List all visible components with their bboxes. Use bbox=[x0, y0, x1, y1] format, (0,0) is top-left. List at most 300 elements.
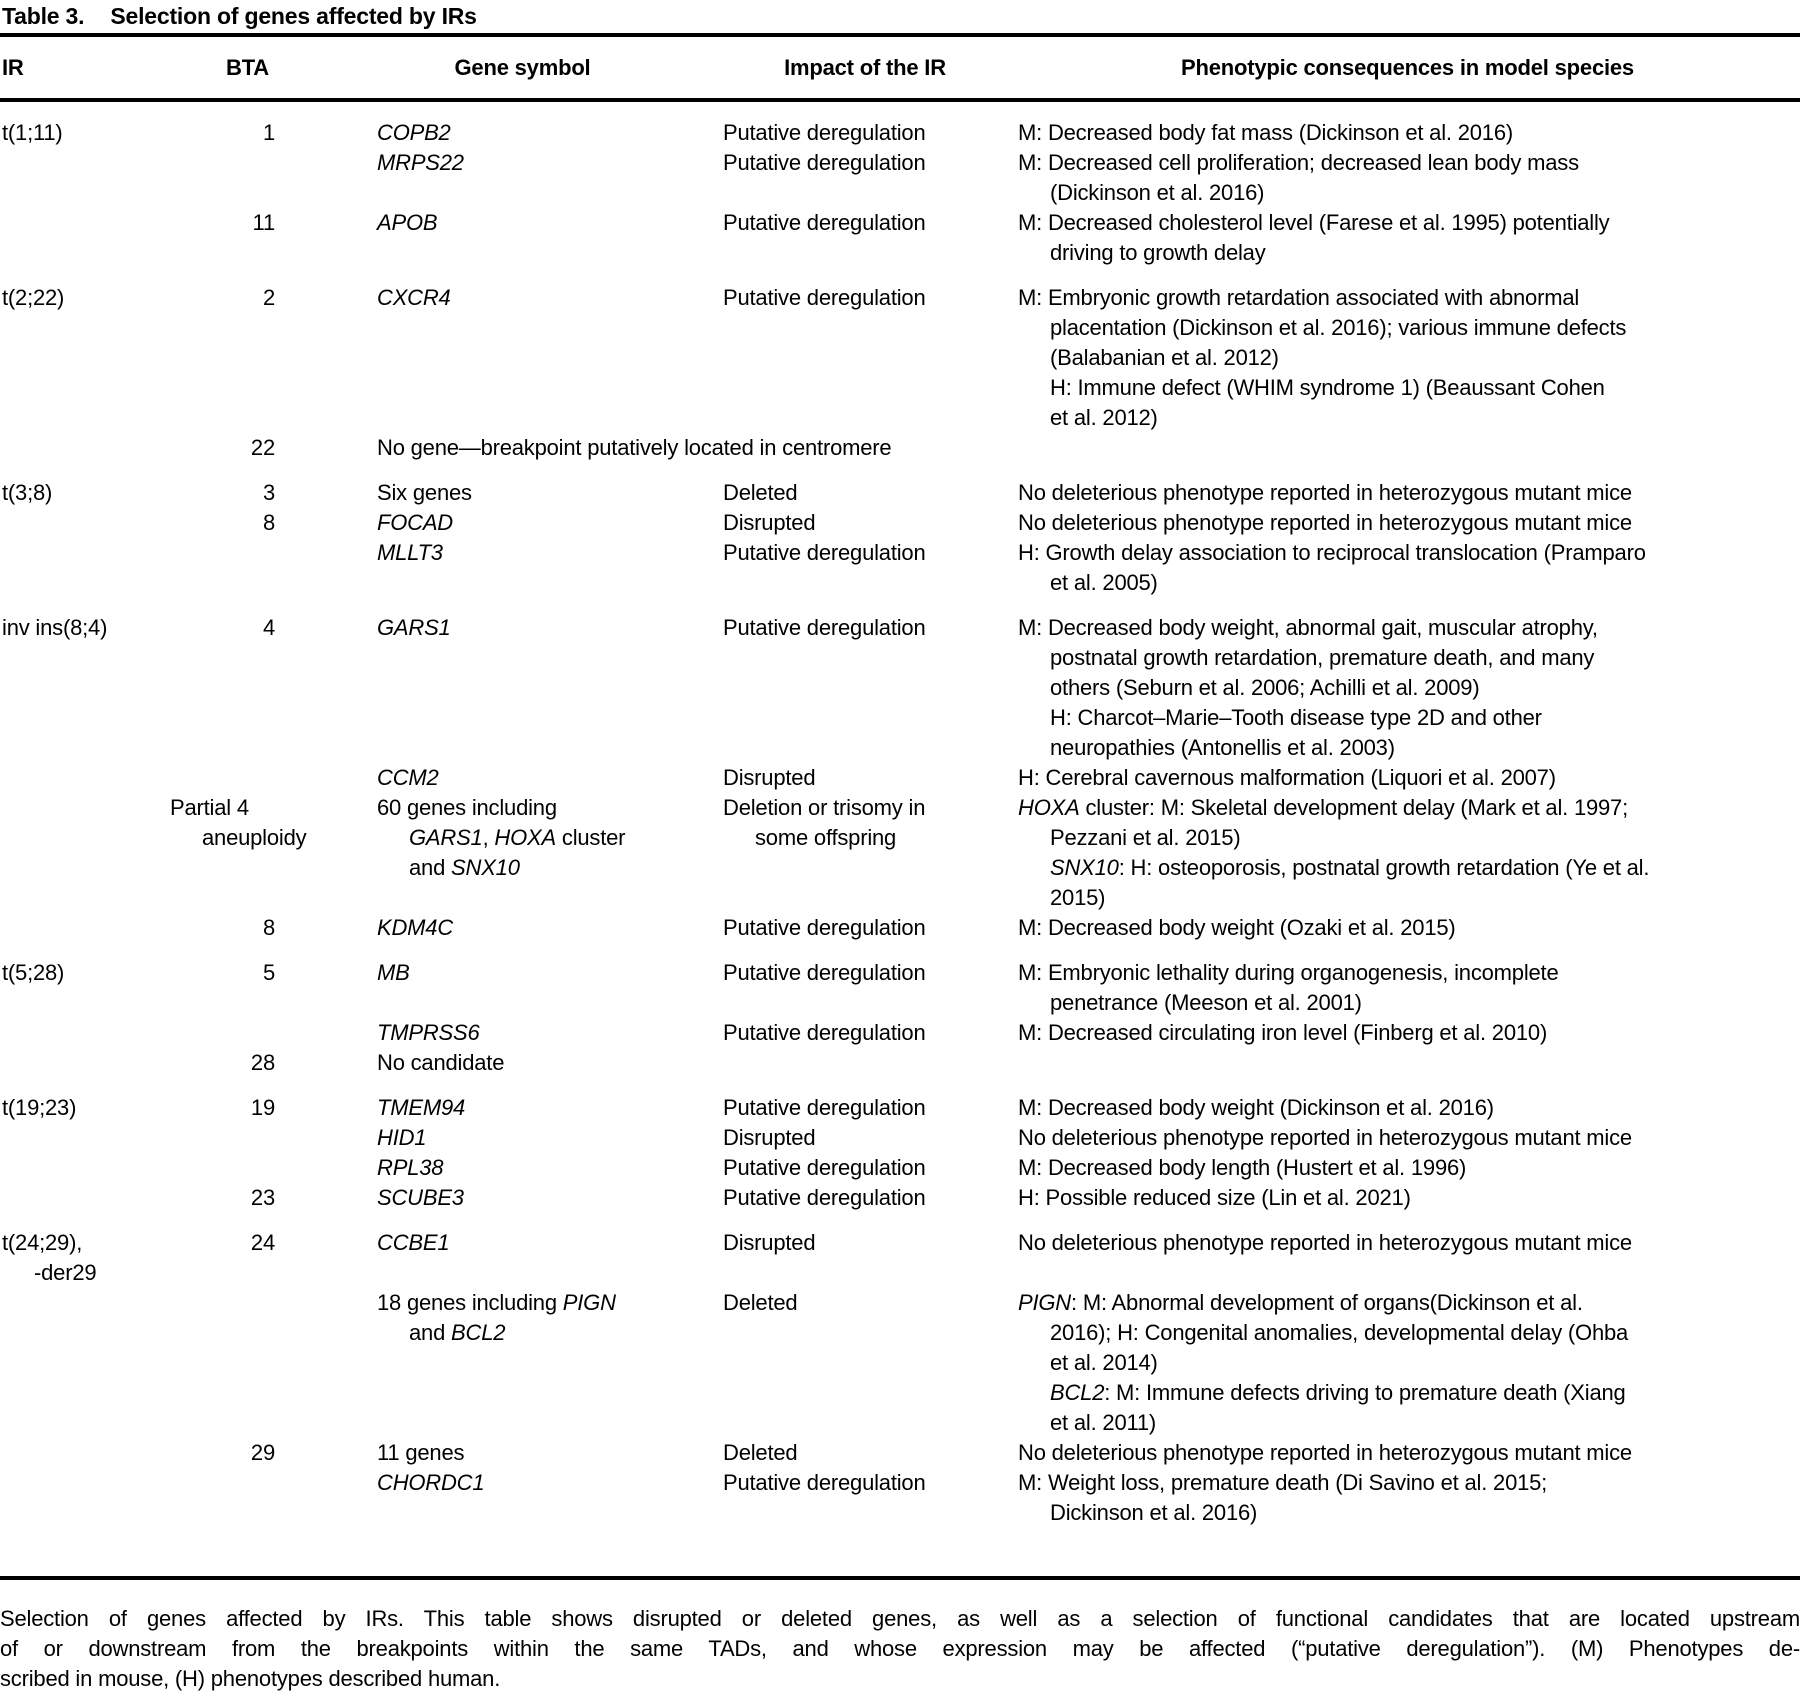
cell-bta bbox=[165, 1183, 330, 1213]
text-run: H: Growth delay association to reciprocal translocation (Pramparo bbox=[1018, 540, 1646, 565]
cell-line bbox=[2, 1228, 165, 1258]
cell-line bbox=[1018, 118, 1800, 148]
text-run: H: Cerebral cavernous malformation (Liquori et al. 2007) bbox=[1018, 765, 1556, 790]
gene-symbol-italic: CCM2 bbox=[377, 765, 439, 790]
cell-line bbox=[723, 1018, 1015, 1048]
text-run: M: Weight loss, premature death (Di Savino et al. 2015; bbox=[1018, 1470, 1548, 1495]
cell-line bbox=[723, 1093, 1015, 1123]
cell-line bbox=[165, 508, 275, 538]
cell-line bbox=[723, 283, 1015, 313]
cell-line bbox=[165, 1228, 275, 1258]
text-run: Partial 4 bbox=[170, 795, 249, 820]
text-run: : M: Abnormal development of organs(Dickinson et al. bbox=[1071, 1290, 1583, 1315]
table-footnote bbox=[0, 1580, 1800, 1694]
cell-phen bbox=[1015, 208, 1800, 268]
cell-phen bbox=[1015, 1093, 1800, 1123]
text-run: No deleterious phenotype reported in heterozygous mutant mice bbox=[1018, 1230, 1632, 1255]
cell-line bbox=[723, 763, 1015, 793]
cell-impact bbox=[715, 613, 1015, 643]
gene-symbol-italic: TMEM94 bbox=[377, 1095, 466, 1120]
gene-symbol-italic: TMPRSS6 bbox=[377, 1020, 480, 1045]
footnote-line: scribed in mouse, (H) phenotypes described human. bbox=[0, 1666, 501, 1691]
gene-symbol-italic: HOXA bbox=[494, 825, 556, 850]
cell-impact bbox=[715, 1183, 1015, 1213]
cell-line bbox=[1018, 1228, 1800, 1258]
cell-bta bbox=[165, 793, 330, 853]
cell-line bbox=[377, 508, 715, 538]
cell-line bbox=[165, 1093, 275, 1123]
text-run: aneuploidy bbox=[202, 825, 307, 850]
text-run: cluster bbox=[555, 825, 626, 850]
cell-line bbox=[377, 283, 715, 313]
cell-line bbox=[1018, 373, 1800, 403]
gene-symbol-italic: FOCAD bbox=[377, 510, 454, 535]
cell-ir bbox=[0, 1153, 165, 1154]
cell-line bbox=[377, 1123, 715, 1153]
cell-ir bbox=[0, 283, 165, 313]
text-run: 8 bbox=[262, 510, 275, 535]
cell-line bbox=[1018, 883, 1800, 913]
cell-ir bbox=[0, 478, 165, 508]
text-run: : H: osteoporosis, postnatal growth retardation (Ye et al. bbox=[1118, 855, 1650, 880]
cell-line bbox=[2, 958, 165, 988]
cell-line bbox=[723, 478, 1015, 508]
table-row bbox=[0, 1468, 1800, 1528]
cell-line bbox=[723, 1228, 1015, 1258]
cell-gene bbox=[330, 1288, 715, 1348]
cell-line bbox=[723, 1438, 1015, 1468]
cell-ir bbox=[0, 1468, 165, 1469]
table-row bbox=[0, 613, 1800, 763]
cell-ir bbox=[0, 958, 165, 988]
table-row bbox=[0, 1183, 1800, 1213]
gene-symbol-italic: CXCR4 bbox=[377, 285, 451, 310]
cell-line bbox=[1018, 793, 1800, 823]
table-row bbox=[0, 793, 1800, 913]
cell-line bbox=[1018, 508, 1800, 538]
cell-gene bbox=[330, 1018, 715, 1048]
cell-ir bbox=[0, 1048, 165, 1049]
cell-impact bbox=[715, 1153, 1015, 1183]
cell-line bbox=[377, 1183, 715, 1213]
cell-line bbox=[377, 853, 715, 883]
text-run: (Balabanian et al. 2012) bbox=[1050, 345, 1279, 370]
cell-line bbox=[1018, 703, 1800, 733]
cell-gene bbox=[330, 1093, 715, 1123]
cell-phen bbox=[1015, 1183, 1800, 1213]
cell-phen bbox=[1015, 538, 1800, 598]
cell-bta bbox=[165, 148, 330, 149]
table-row bbox=[0, 1093, 1800, 1123]
text-run: Disrupted bbox=[723, 765, 816, 790]
cell-gene bbox=[330, 958, 715, 988]
gene-symbol-italic: PIGN bbox=[1018, 1290, 1071, 1315]
cell-line bbox=[1018, 1153, 1800, 1183]
table-number: Table 3. bbox=[2, 3, 85, 29]
cell-line bbox=[1018, 823, 1800, 853]
text-run: t(1;11) bbox=[2, 120, 63, 145]
gene-symbol-italic: CCBE1 bbox=[377, 1230, 450, 1255]
text-run: M: Decreased body weight, abnormal gait, muscular atrophy, bbox=[1018, 615, 1598, 640]
cell-line bbox=[1018, 1498, 1800, 1528]
text-run: M: Decreased circulating iron level (Finberg et al. 2010) bbox=[1018, 1020, 1548, 1045]
cell-bta bbox=[165, 1018, 330, 1019]
cell-line bbox=[723, 613, 1015, 643]
cell-impact bbox=[715, 148, 1015, 178]
cell-gene bbox=[330, 478, 715, 508]
cell-ir bbox=[0, 1093, 165, 1123]
cell-line bbox=[377, 208, 715, 238]
gene-symbol-italic: COPB2 bbox=[377, 120, 451, 145]
text-run: 28 bbox=[250, 1050, 275, 1075]
cell-line bbox=[1018, 238, 1800, 268]
cell-phen bbox=[1015, 1468, 1800, 1528]
cell-impact bbox=[715, 1018, 1015, 1048]
table-row bbox=[0, 1288, 1800, 1438]
cell-line bbox=[1018, 1318, 1800, 1348]
text-run: M: Decreased body fat mass (Dickinson et al. 2016) bbox=[1018, 120, 1514, 145]
cell-gene bbox=[330, 1228, 715, 1258]
cell-bta bbox=[165, 1288, 330, 1289]
cell-ir bbox=[0, 148, 165, 149]
cell-line bbox=[165, 958, 275, 988]
text-run: et al. 2014) bbox=[1050, 1350, 1158, 1375]
text-run: driving to growth delay bbox=[1050, 240, 1266, 265]
footnote-line: of or downstream from the breakpoints within the same TADs, and whose expression may be affected (“putative deregulation”). (M) Phenotypes de- bbox=[0, 1636, 1800, 1661]
cell-line bbox=[723, 958, 1015, 988]
cell-line bbox=[1018, 1378, 1800, 1408]
cell-line bbox=[723, 148, 1015, 178]
gene-symbol-italic: BCL2 bbox=[451, 1320, 506, 1345]
text-run: 11 genes bbox=[377, 1440, 465, 1465]
text-run: inv ins(8;4) bbox=[2, 615, 108, 640]
cell-bta bbox=[165, 118, 330, 148]
table-row bbox=[0, 1438, 1800, 1468]
cell-line bbox=[165, 283, 275, 313]
text-run: Putative deregulation bbox=[723, 1155, 926, 1180]
cell-impact bbox=[715, 1288, 1015, 1318]
cell-line bbox=[1018, 1348, 1800, 1378]
cell-gene bbox=[330, 763, 715, 793]
table-row bbox=[0, 763, 1800, 793]
text-run: Putative deregulation bbox=[723, 960, 926, 985]
cell-line bbox=[1018, 1288, 1800, 1318]
gene-symbol-italic: HOXA bbox=[1018, 795, 1080, 820]
table-row bbox=[0, 433, 1800, 463]
text-run: 2016); H: Congenital anomalies, developmental delay (Ohba bbox=[1050, 1320, 1629, 1345]
column-header-impact: Impact of the IR bbox=[784, 55, 946, 80]
cell-bta bbox=[165, 283, 330, 313]
text-run: Putative deregulation bbox=[723, 285, 926, 310]
cell-line bbox=[165, 208, 275, 238]
cell-impact bbox=[715, 1123, 1015, 1153]
text-run: postnatal growth retardation, premature death, and many bbox=[1050, 645, 1595, 670]
text-run: 3 bbox=[262, 480, 275, 505]
cell-phen bbox=[1015, 1228, 1800, 1258]
text-run: others (Seburn et al. 2006; Achilli et al. 2009) bbox=[1050, 675, 1480, 700]
text-run: M: Decreased cholesterol level (Farese et al. 1995) potentially bbox=[1018, 210, 1610, 235]
cell-line bbox=[1018, 913, 1800, 943]
cell-line bbox=[1018, 1093, 1800, 1123]
cell-phen bbox=[1015, 1288, 1800, 1438]
cell-bta bbox=[165, 1123, 330, 1124]
cell-line bbox=[165, 433, 275, 463]
table-row bbox=[0, 283, 1800, 433]
cell-line bbox=[165, 613, 275, 643]
cell-line bbox=[165, 478, 275, 508]
text-run: 11 bbox=[252, 210, 275, 235]
text-run: 24 bbox=[250, 1230, 275, 1255]
cell-ir bbox=[0, 1018, 165, 1019]
cell-line bbox=[1018, 1408, 1800, 1438]
cell-phen bbox=[1015, 793, 1800, 913]
cell-line bbox=[377, 613, 715, 643]
text-run: Putative deregulation bbox=[723, 540, 926, 565]
cell-line bbox=[723, 1123, 1015, 1153]
gene-symbol-italic: MRPS22 bbox=[377, 150, 464, 175]
cell-ir bbox=[0, 433, 165, 434]
text-run: Deleted bbox=[723, 480, 798, 505]
cell-line bbox=[723, 118, 1015, 148]
text-run: t(3;8) bbox=[2, 480, 53, 505]
cell-bta bbox=[165, 1153, 330, 1154]
cell-line bbox=[1018, 763, 1800, 793]
gene-symbol-italic: MLLT3 bbox=[377, 540, 443, 565]
cell-ir bbox=[0, 913, 165, 914]
gene-symbol-italic: APOB bbox=[377, 210, 438, 235]
text-run: penetrance (Meeson et al. 2001) bbox=[1050, 990, 1362, 1015]
text-run: t(2;22) bbox=[2, 285, 65, 310]
cell-line bbox=[377, 1018, 715, 1048]
cell-phen bbox=[1015, 913, 1800, 943]
cell-phen bbox=[1015, 958, 1800, 1018]
cell-impact bbox=[715, 958, 1015, 988]
text-run: Deleted bbox=[723, 1440, 798, 1465]
table-row bbox=[0, 148, 1800, 208]
gene-symbol-italic: BCL2 bbox=[1050, 1380, 1105, 1405]
cell-bta bbox=[165, 613, 330, 643]
table-body bbox=[0, 102, 1800, 1576]
text-run: Disrupted bbox=[723, 510, 816, 535]
gene-symbol-italic: MB bbox=[377, 960, 410, 985]
cell-line bbox=[377, 823, 715, 853]
cell-bta bbox=[165, 1048, 330, 1078]
cell-ir bbox=[0, 763, 165, 764]
text-run: Putative deregulation bbox=[723, 1095, 926, 1120]
column-header-gene-symbol: Gene symbol bbox=[454, 55, 591, 80]
cell-line bbox=[377, 763, 715, 793]
text-run: H: Possible reduced size (Lin et al. 2021) bbox=[1018, 1185, 1411, 1210]
cell-impact bbox=[715, 1048, 1015, 1049]
cell-line bbox=[1018, 1438, 1800, 1468]
cell-line bbox=[1018, 853, 1800, 883]
cell-ir bbox=[0, 1438, 165, 1439]
gene-symbol-italic: GARS1 bbox=[377, 615, 451, 640]
cell-gene bbox=[330, 1438, 715, 1468]
cell-line bbox=[723, 793, 1015, 823]
table-row bbox=[0, 1048, 1800, 1078]
gene-symbol-italic: SCUBE3 bbox=[377, 1185, 464, 1210]
cell-line bbox=[1018, 178, 1800, 208]
table-row bbox=[0, 208, 1800, 268]
text-run: 29 bbox=[250, 1440, 275, 1465]
cell-line bbox=[2, 1258, 165, 1288]
table-row bbox=[0, 118, 1800, 148]
footnote-line: Selection of genes affected by IRs. This table shows disrupted or deleted genes, as well as a selection of functional candidates that are located upstream bbox=[0, 1606, 1800, 1631]
cell-impact bbox=[715, 208, 1015, 238]
cell-line bbox=[377, 793, 715, 823]
cell-ir bbox=[0, 208, 165, 209]
cell-line bbox=[1018, 478, 1800, 508]
cell-line bbox=[170, 793, 330, 823]
cell-line bbox=[165, 118, 275, 148]
text-run: No deleterious phenotype reported in heterozygous mutant mice bbox=[1018, 1440, 1632, 1465]
cell-impact bbox=[715, 283, 1015, 313]
text-run: Deletion or trisomy in bbox=[723, 795, 926, 820]
cell-line bbox=[377, 538, 715, 568]
cell-ir bbox=[0, 508, 165, 509]
text-run: : M: Immune defects driving to premature death (Xiang bbox=[1104, 1380, 1626, 1405]
text-run: Putative deregulation bbox=[723, 915, 926, 940]
text-run: 8 bbox=[262, 915, 275, 940]
column-headers bbox=[0, 37, 1800, 98]
cell-ir bbox=[0, 538, 165, 539]
cell-line bbox=[2, 613, 165, 643]
text-run: 2 bbox=[262, 285, 275, 310]
gene-symbol-italic: SNX10 bbox=[451, 855, 520, 880]
cell-impact bbox=[715, 508, 1015, 538]
cell-line bbox=[1018, 403, 1800, 433]
text-run: cluster: M: Skeletal development delay (Mark et al. 1997; bbox=[1079, 795, 1629, 820]
cell-bta bbox=[165, 478, 330, 508]
cell-line bbox=[1018, 148, 1800, 178]
text-run: 1 bbox=[262, 120, 275, 145]
cell-line bbox=[1018, 1018, 1800, 1048]
cell-line bbox=[1018, 733, 1800, 763]
text-run: 2015) bbox=[1050, 885, 1106, 910]
text-run: M: Embryonic growth retardation associated with abnormal bbox=[1018, 285, 1580, 310]
text-run: et al. 2011) bbox=[1050, 1410, 1157, 1435]
gene-symbol-italic: CHORDC1 bbox=[377, 1470, 485, 1495]
cell-ir bbox=[0, 1123, 165, 1124]
cell-gene bbox=[330, 148, 715, 178]
cell-line bbox=[165, 1438, 275, 1468]
cell-line bbox=[377, 958, 715, 988]
text-run: 60 genes including bbox=[377, 795, 557, 820]
text-run: (Dickinson et al. 2016) bbox=[1050, 180, 1265, 205]
cell-line bbox=[1018, 613, 1800, 643]
cell-phen bbox=[1015, 118, 1800, 148]
cell-gene bbox=[330, 913, 715, 943]
text-run: Putative deregulation bbox=[723, 150, 926, 175]
cell-phen bbox=[1015, 1048, 1800, 1049]
table-row bbox=[0, 1123, 1800, 1153]
cell-line bbox=[1018, 313, 1800, 343]
cell-line bbox=[165, 1183, 275, 1213]
cell-bta bbox=[165, 763, 330, 764]
cell-line bbox=[165, 913, 275, 943]
cell-phen bbox=[1015, 283, 1800, 433]
cell-line bbox=[723, 208, 1015, 238]
cell-line bbox=[2, 283, 165, 313]
table-caption: Selection of genes affected by IRs bbox=[110, 3, 477, 29]
cell-line bbox=[377, 148, 715, 178]
text-run: , bbox=[482, 825, 495, 850]
text-run: neuropathies (Antonellis et al. 2003) bbox=[1050, 735, 1395, 760]
cell-line bbox=[377, 1288, 715, 1318]
cell-bta bbox=[165, 958, 330, 988]
column-header-phenotypic-consequences: Phenotypic consequences in model species bbox=[1181, 55, 1634, 80]
text-run: M: Decreased body weight (Ozaki et al. 2015) bbox=[1018, 915, 1456, 940]
cell-line bbox=[377, 913, 715, 943]
text-run: and bbox=[409, 855, 452, 880]
table-row bbox=[0, 958, 1800, 1018]
cell-ir bbox=[0, 1183, 165, 1184]
text-run: some offspring bbox=[755, 825, 897, 850]
text-run: and bbox=[409, 1320, 452, 1345]
cell-line bbox=[165, 1048, 275, 1078]
cell-phen bbox=[1015, 1153, 1800, 1183]
text-run: M: Decreased body length (Hustert et al. 1996) bbox=[1018, 1155, 1467, 1180]
cell-line bbox=[723, 1288, 1015, 1318]
cell-gene bbox=[330, 1183, 715, 1213]
cell-line bbox=[1018, 673, 1800, 703]
cell-gene bbox=[330, 1468, 715, 1498]
cell-line bbox=[377, 433, 1800, 463]
table-row bbox=[0, 1018, 1800, 1048]
gene-symbol-italic: RPL38 bbox=[377, 1155, 444, 1180]
column-header-bta: BTA bbox=[226, 55, 269, 80]
cell-phen bbox=[1015, 1018, 1800, 1048]
table-row bbox=[0, 478, 1800, 508]
table-title bbox=[0, 0, 1800, 33]
cell-gene bbox=[330, 283, 715, 313]
cell-phen bbox=[1015, 1438, 1800, 1468]
cell-line bbox=[1018, 283, 1800, 313]
cell-line bbox=[1018, 1468, 1800, 1498]
gene-symbol-italic: HID1 bbox=[377, 1125, 427, 1150]
cell-line bbox=[723, 913, 1015, 943]
cell-bta bbox=[165, 508, 330, 538]
cell-gene bbox=[330, 613, 715, 643]
cell-line bbox=[377, 478, 715, 508]
cell-gene bbox=[330, 538, 715, 568]
cell-line bbox=[1018, 988, 1800, 1018]
cell-line bbox=[2, 118, 165, 148]
cell-ir bbox=[0, 118, 165, 148]
cell-impact bbox=[715, 118, 1015, 148]
cell-line bbox=[1018, 538, 1800, 568]
cell-gene bbox=[330, 508, 715, 538]
cell-ir bbox=[0, 613, 165, 643]
text-run: M: Embryonic lethality during organogenesis, incomplete bbox=[1018, 960, 1559, 985]
text-run: 4 bbox=[262, 615, 275, 640]
cell-line bbox=[723, 1153, 1015, 1183]
text-run: No deleterious phenotype reported in heterozygous mutant mice bbox=[1018, 510, 1632, 535]
text-run: No candidate bbox=[377, 1050, 505, 1075]
cell-ir bbox=[0, 1228, 165, 1288]
text-run: Putative deregulation bbox=[723, 615, 926, 640]
cell-line bbox=[1018, 1183, 1800, 1213]
text-run: Putative deregulation bbox=[723, 1185, 926, 1210]
cell-impact bbox=[715, 1228, 1015, 1258]
text-run: H: Charcot–Marie–Tooth disease type 2D and other bbox=[1050, 705, 1542, 730]
cell-gene bbox=[330, 208, 715, 238]
text-run: 19 bbox=[250, 1095, 275, 1120]
cell-impact bbox=[715, 1438, 1015, 1468]
cell-impact bbox=[715, 763, 1015, 793]
text-run: H: Immune defect (WHIM syndrome 1) (Beaussant Cohen bbox=[1050, 375, 1605, 400]
